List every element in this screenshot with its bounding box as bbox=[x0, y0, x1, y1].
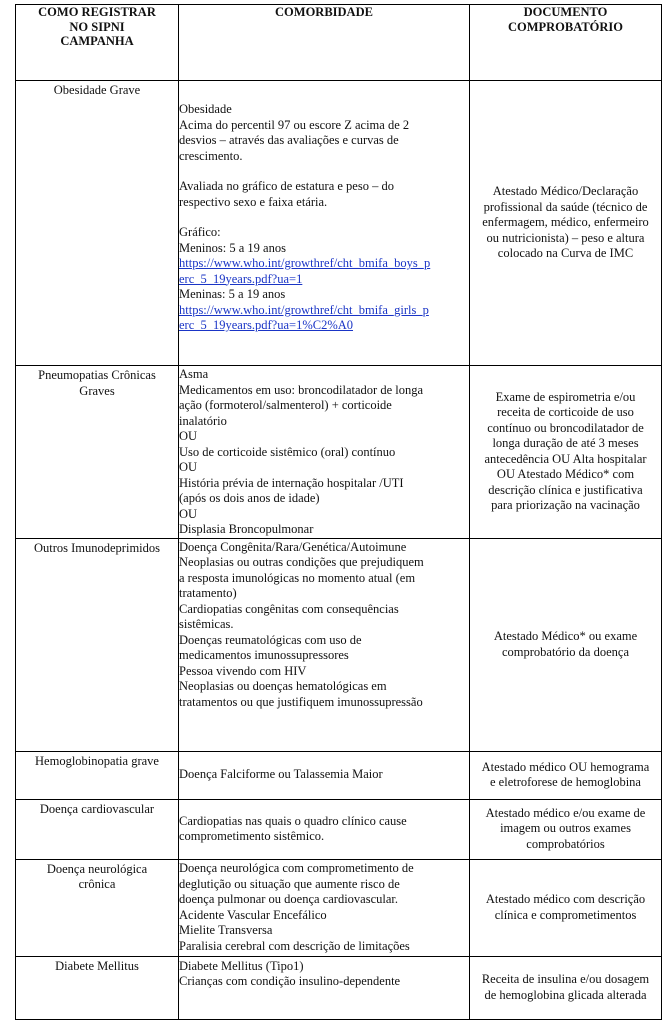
category-label: Doença cardiovascular bbox=[39, 801, 155, 816]
category-cell bbox=[16, 538, 179, 751]
who-girls-chart-link-cont[interactable]: erc_5_19years.pdf?ua=1%C2%A0 bbox=[179, 318, 354, 332]
category-cell bbox=[16, 751, 179, 799]
table-row bbox=[16, 366, 662, 539]
category-label: Hemoglobinopatia grave bbox=[35, 753, 159, 768]
comorbidity-cell: Obesidade Acima do percentil 97 ou escore Z acima de 2 desvios – através das avaliações e curvas de crescimento. Avaliada no gráfico de estatura e peso – do respectivo sexo e faixa etária. Gráfico: Meninos: 5 a 19 anos https://www.who.int/growthref/cht_bmifa_boys_p erc_5_19years.pdf?ua=1 Meninas: 5 a 19 anos https://www.who.int/growthref/cht_bmifa_girls_p erc_5_19years.pdf?ua=1%C2%A0 bbox=[179, 81, 470, 366]
who-girls-chart-link[interactable]: https://www.who.int/growthref/cht_bmifa_girls_p bbox=[179, 302, 429, 317]
comorbidity-cell: Doença neurológica com comprometimento de deglutição ou situação que aumente risco de doença pulmonar ou doença cardiovascular. Acidente Vascular Encefálico Mielite Transversa Paralisia cerebral com descrição de limitações bbox=[179, 859, 470, 956]
who-boys-chart-link-cont[interactable]: erc_5_19years.pdf?ua=1 bbox=[179, 271, 303, 286]
comorbidity-cell: Cardiopatias nas quais o quadro clínico cause comprometimento sistêmico. bbox=[179, 799, 470, 859]
category-cell bbox=[16, 956, 179, 1019]
table-row bbox=[16, 956, 662, 1019]
category-cell bbox=[16, 81, 179, 366]
who-boys-chart-link[interactable]: https://www.who.int/growthref/cht_bmifa_boys_p bbox=[179, 256, 431, 270]
comorbidity-cell: Doença Congênita/Rara/Genética/Autoimune Neoplasias ou outras condições que prejudiquem a resposta imunológicas no momento atual (em tratamento) Cardiopatias congênitas com consequências sistêmicas. Doenças reumatológicas com uso de medicamentos imunossupressores Pessoa vivendo com HIV Neoplasias ou doenças hematológicas em tratamentos ou que justifiquem imunossupressão bbox=[179, 538, 470, 751]
document-cell: Atestado Médico* ou exame comprobatório da doença bbox=[470, 538, 662, 751]
document-cell: Receita de insulina e/ou dosagem de hemoglobina glicada alterada bbox=[470, 956, 662, 1019]
category-cell: Pneumopatias Crônicas Graves bbox=[16, 366, 179, 539]
document-cell: Atestado médico OU hemograma e eletroforese de hemoglobina bbox=[470, 751, 662, 799]
table-row bbox=[16, 81, 662, 366]
comorbidity-table bbox=[15, 4, 662, 1020]
comorbidity-cell: Diabete Mellitus (Tipo1) Crianças com condição insulino-dependente bbox=[179, 956, 470, 1019]
category-label: Obesidade Grave bbox=[53, 83, 141, 97]
comorbidity-cell: Asma Medicamentos em uso: broncodilatador de longa ação (formoterol/salmenterol) + corticoide inalatório OU Uso de corticoide sistêmico (oral) contínuo OU História prévia de internação hospitalar /UTI (após os dois anos de idade) OU Displasia Broncopulmonar bbox=[179, 366, 470, 539]
header-document: DOCUMENTO COMPROBATÓRIO bbox=[470, 5, 662, 81]
category-label: Diabete Mellitus bbox=[55, 958, 139, 973]
header-comorbidity: COMORBIDADE bbox=[179, 5, 470, 81]
table-row bbox=[16, 538, 662, 751]
document-cell: Atestado Médico/Declaração profissional da saúde (técnico de enfermagem, médico, enfermeiro ou nutricionista) – peso e altura colocado na Curva de IMC bbox=[470, 81, 662, 366]
table-row bbox=[16, 859, 662, 956]
table-row bbox=[16, 799, 662, 859]
document-cell: Exame de espirometria e/ou receita de corticoide de uso contínuo ou broncodilatador de longa duração de até 3 meses antecedência OU Alta hospitalar OU Atestado Médico* com descrição clínica e justificativa para priorização na vacinação bbox=[470, 366, 662, 539]
document-cell: Atestado médico e/ou exame de imagem ou outros exames comprobatórios bbox=[470, 799, 662, 859]
document-cell: Atestado médico com descrição clínica e comprometimentos bbox=[470, 859, 662, 956]
category-cell: Doença neurológica crônica bbox=[16, 859, 179, 956]
header-register: COMO REGISTRAR NO SIPNI CAMPANHA bbox=[16, 5, 179, 81]
table-row bbox=[16, 751, 662, 799]
category-cell bbox=[16, 799, 179, 859]
table-header-row bbox=[16, 5, 662, 81]
comorbidity-cell: Doença Falciforme ou Talassemia Maior bbox=[179, 751, 470, 799]
category-label: Outros Imunodeprimidos bbox=[33, 540, 161, 555]
